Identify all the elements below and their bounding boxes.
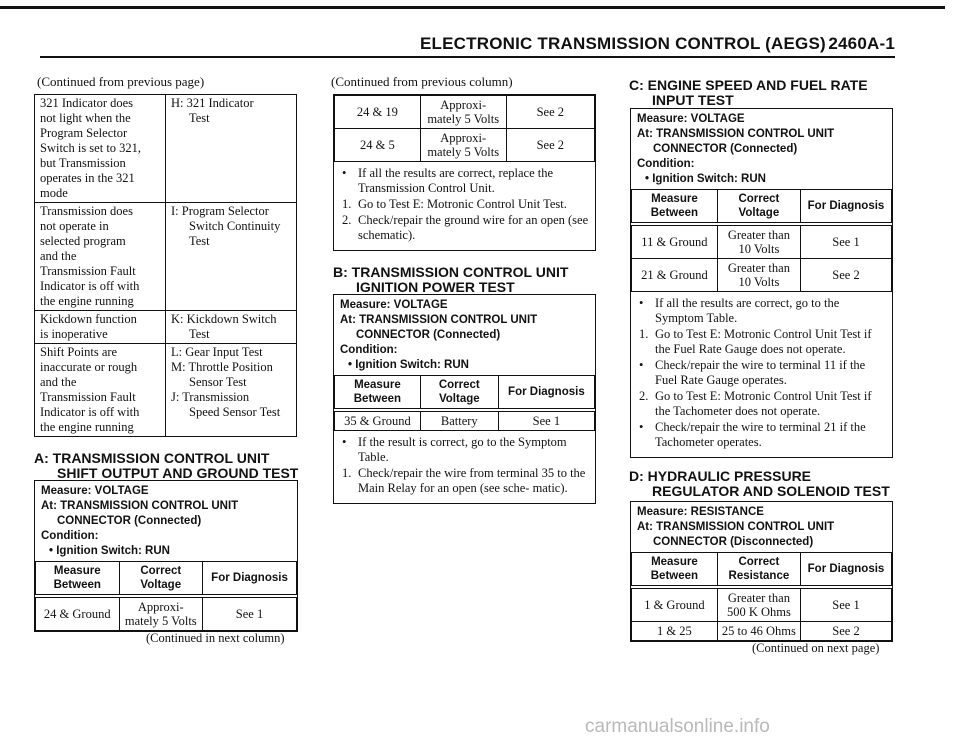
table-row: 1 & Ground Greater than 500 K Ohms See 1 — [632, 589, 892, 622]
table-row — [35, 311, 297, 344]
table-row: 24 & 5 Approxi- mately 5 Volts See 2 — [335, 129, 595, 162]
box-a-continued — [333, 94, 596, 251]
test-cell: L: Gear Input Test M: Throttle Position Sensor Test J: Transmission Speed Sensor Test — [166, 344, 297, 437]
switch-label: • Ignition Switch: RUN — [49, 545, 170, 557]
connector-label: CONNECTOR (Connected) — [653, 143, 798, 155]
col-diagnosis: For Diagnosis — [800, 553, 891, 586]
watermark: carmanualsonline.info — [585, 716, 770, 737]
note-item: 2. Check/repair the ground wire for an open (see schematic). — [342, 213, 589, 242]
box-b-notes — [334, 431, 595, 503]
box-a — [34, 480, 298, 632]
box-b-table — [334, 375, 595, 431]
col-correct: Correct Resistance — [717, 553, 800, 586]
table-row: 11 & Ground Greater than 10 Volts See 1 — [632, 226, 892, 259]
table-row: 35 & Ground Battery See 1 — [335, 412, 595, 431]
condition-label: Condition: — [340, 344, 398, 356]
table-row: 21 & Ground Greater than 10 Volts See 2 — [632, 259, 892, 292]
box-a-conditions — [35, 481, 297, 561]
table-row — [35, 203, 297, 311]
note-item: • Check/repair the wire to terminal 21 if the Tachometer operates. — [639, 420, 866, 449]
col-correct: Correct Voltage — [119, 562, 203, 595]
switch-label: • Ignition Switch: RUN — [645, 173, 766, 185]
box-d-conditions — [631, 502, 892, 552]
col-measure: Measure Between — [36, 562, 120, 595]
section-d-line2: REGULATOR AND SOLENOID TEST — [652, 483, 890, 499]
section-d-heading — [629, 469, 890, 499]
at-label: At: TRANSMISSION CONTROL UNIT — [340, 314, 538, 326]
measure-label: Measure: VOLTAGE — [340, 299, 448, 311]
connector-label: CONNECTOR (Connected) — [57, 515, 202, 527]
section-d-line1: D: HYDRAULIC PRESSURE — [629, 468, 812, 484]
table-row: 24 & 19 Approxi- mately 5 Volts See 2 — [335, 96, 595, 129]
continued-from-previous-page: (Continued from previous page) — [37, 74, 205, 89]
symptom-cell: Shift Points are inaccurate or rough and the Transmission Fault Indicator is off with the engine running — [35, 344, 166, 437]
table-row — [35, 344, 297, 437]
col-measure: Measure Between — [632, 553, 718, 586]
connector-label: CONNECTOR (Disconnected) — [653, 536, 814, 548]
symptom-cell: Transmission does not operate in selected program and the Transmission Fault Indicator is off with the engine running — [35, 203, 166, 311]
header-rule — [40, 56, 895, 58]
col-diagnosis: For Diagnosis — [203, 562, 297, 595]
measure-label: Measure: VOLTAGE — [41, 485, 149, 497]
col-measure: Measure Between — [335, 376, 421, 409]
connector-label: CONNECTOR (Connected) — [356, 329, 501, 341]
box-a-continued-table — [334, 95, 595, 162]
section-a-line1: A: TRANSMISSION CONTROL UNIT — [34, 450, 270, 466]
table-row: 24 & Ground Approxi- mately 5 Volts See 1 — [36, 598, 297, 631]
col-diagnosis: For Diagnosis — [498, 376, 594, 409]
continued-on-next-page: (Continued on next page) — [752, 641, 880, 655]
continued-from-previous-column: (Continued from previous column) — [331, 74, 513, 89]
symptom-cell: 321 Indicator does not light when the Program Selector Switch is set to 321, but Transmission operates in the 321 mode — [35, 95, 166, 203]
box-a-notes — [334, 162, 595, 250]
at-label: At: TRANSMISSION CONTROL UNIT — [41, 500, 239, 512]
section-b-line2: IGNITION POWER TEST — [356, 279, 515, 295]
col-measure: Measure Between — [632, 190, 718, 223]
note-item: 1. Check/repair the wire from terminal 35 to the Main Relay for an open (see sche- matic). — [342, 466, 586, 495]
condition-label: Condition: — [41, 530, 99, 542]
top-border-line — [0, 6, 945, 9]
measure-label: Measure: RESISTANCE — [637, 506, 764, 518]
condition-label: Condition: — [637, 158, 695, 170]
test-cell: H: 321 Indicator Test — [166, 95, 297, 203]
note-item: 1. Go to Test E: Motronic Control Unit Test if the Fuel Rate Gauge does not operate. — [639, 327, 872, 356]
box-b — [333, 294, 596, 504]
note-item: • If all the results are correct, replace the Transmission Control Unit. — [342, 166, 554, 195]
box-a-table — [35, 561, 297, 631]
col-correct: Correct Voltage — [717, 190, 800, 223]
section-b-line1: B: TRANSMISSION CONTROL UNIT — [333, 264, 569, 280]
page-number: 2460A-1 — [828, 34, 895, 53]
box-c-notes — [631, 292, 892, 457]
col-diagnosis: For Diagnosis — [800, 190, 891, 223]
section-a-line2: SHIFT OUTPUT AND GROUND TEST — [57, 465, 299, 481]
measure-label: Measure: VOLTAGE — [637, 113, 745, 125]
note-item: • Check/repair the wire to terminal 11 if the Fuel Rate Gauge operates. — [639, 358, 866, 387]
box-b-conditions — [334, 295, 595, 375]
page-title: ELECTRONIC TRANSMISSION CONTROL (AEGS) — [420, 34, 826, 53]
section-b-heading — [333, 265, 568, 295]
note-item: • If all the results are correct, go to the Symptom Table. — [639, 296, 840, 325]
box-c-table — [631, 189, 892, 292]
box-d — [630, 501, 893, 642]
section-a-heading — [34, 451, 298, 481]
continued-in-next-column: (Continued in next column) — [146, 631, 285, 645]
note-item: • If the result is correct, go to the Symptom Table. — [342, 435, 567, 464]
box-c-conditions — [631, 109, 892, 189]
table-row — [35, 95, 297, 203]
box-c — [630, 108, 893, 458]
section-c-line2: INPUT TEST — [652, 92, 734, 108]
test-cell: K: Kickdown Switch Test — [166, 311, 297, 344]
section-c-line1: C: ENGINE SPEED AND FUEL RATE — [629, 77, 868, 93]
at-label: At: TRANSMISSION CONTROL UNIT — [637, 128, 835, 140]
col-correct: Correct Voltage — [420, 376, 498, 409]
box-d-table — [631, 552, 892, 641]
note-item: 2. Go to Test E: Motronic Control Unit Test if the Tachometer does not operate. — [639, 389, 872, 418]
test-cell: I: Program Selector Switch Continuity Test — [166, 203, 297, 311]
note-item: 1. Go to Test E: Motronic Control Unit Test. — [342, 197, 567, 211]
switch-label: • Ignition Switch: RUN — [348, 359, 469, 371]
indicator-table — [34, 94, 297, 437]
table-row: 1 & 25 25 to 46 Ohms See 2 — [632, 622, 892, 641]
section-c-heading — [629, 78, 868, 108]
at-label: At: TRANSMISSION CONTROL UNIT — [637, 521, 835, 533]
symptom-cell: Kickdown function is inoperative — [35, 311, 166, 344]
